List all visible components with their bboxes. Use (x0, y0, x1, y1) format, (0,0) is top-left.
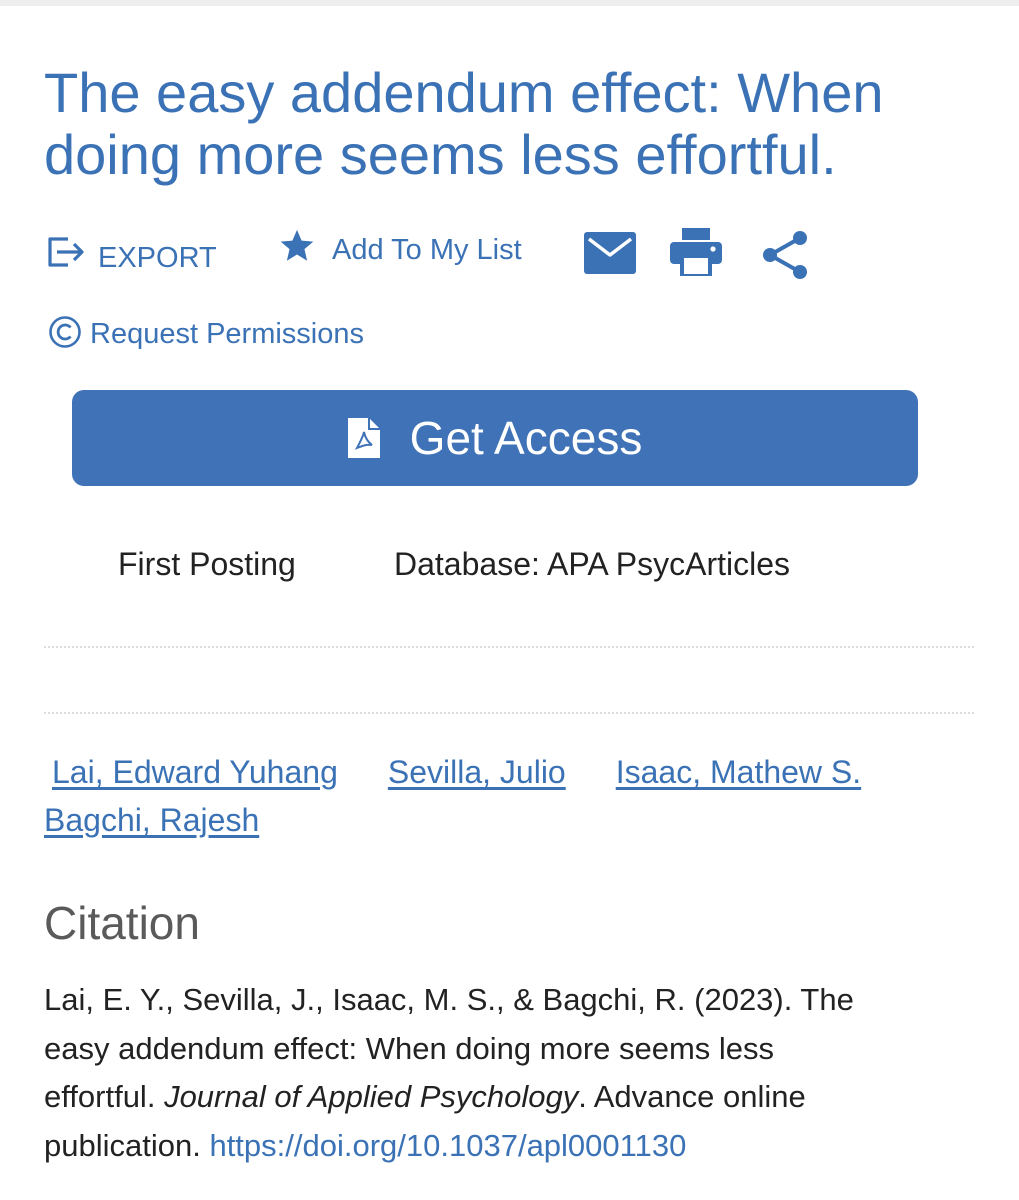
star-icon (278, 227, 316, 265)
share-icon (760, 228, 810, 282)
doi-link[interactable]: https://doi.org/10.1037/apl0001130 (209, 1127, 687, 1163)
publication-status: First Posting (118, 546, 296, 582)
pdf-icon (348, 418, 380, 458)
get-access-button[interactable] (72, 390, 918, 486)
request-permissions-link[interactable] (48, 314, 364, 350)
citation-text (44, 976, 894, 1170)
citation-publication-note: . Advance online publication. (44, 1079, 806, 1163)
author-link[interactable]: Sevilla, Julio (387, 754, 566, 790)
add-to-list-label: Add To My List (332, 234, 522, 266)
export-button[interactable] (46, 232, 217, 274)
citation-heading: Citation (44, 897, 200, 949)
author-list (44, 748, 984, 844)
author-link[interactable]: Lai, Edward Yuhang (52, 754, 338, 790)
divider (44, 712, 974, 714)
citation-authors-title: Lai, E. Y., Sevilla, J., Isaac, M. S., & Bagchi, R. (2023). The easy addendum effect: When doing more seems less effortful. (44, 982, 854, 1114)
export-icon (46, 235, 88, 271)
export-label: EXPORT (98, 242, 217, 274)
share-button[interactable] (760, 228, 810, 287)
email-button[interactable] (584, 232, 636, 279)
print-icon (670, 228, 722, 276)
top-bar (0, 0, 1019, 6)
author-link[interactable]: Bagchi, Rajesh (44, 802, 260, 838)
journal-name: Journal of Applied Psychology (164, 1079, 579, 1114)
copyright-icon (48, 315, 82, 349)
add-to-list-button[interactable] (278, 226, 522, 266)
article-title: The easy addendum effect: When doing more seems less effortful. (44, 61, 884, 186)
author-link[interactable]: Isaac, Mathew S. (615, 754, 862, 790)
database-info: Database: APA PsycArticles (394, 546, 791, 582)
print-button[interactable] (670, 228, 722, 281)
divider (44, 646, 974, 648)
get-access-label: Get Access (409, 412, 643, 464)
request-permissions-label: Request Permissions (90, 318, 364, 350)
mail-icon (584, 232, 636, 274)
